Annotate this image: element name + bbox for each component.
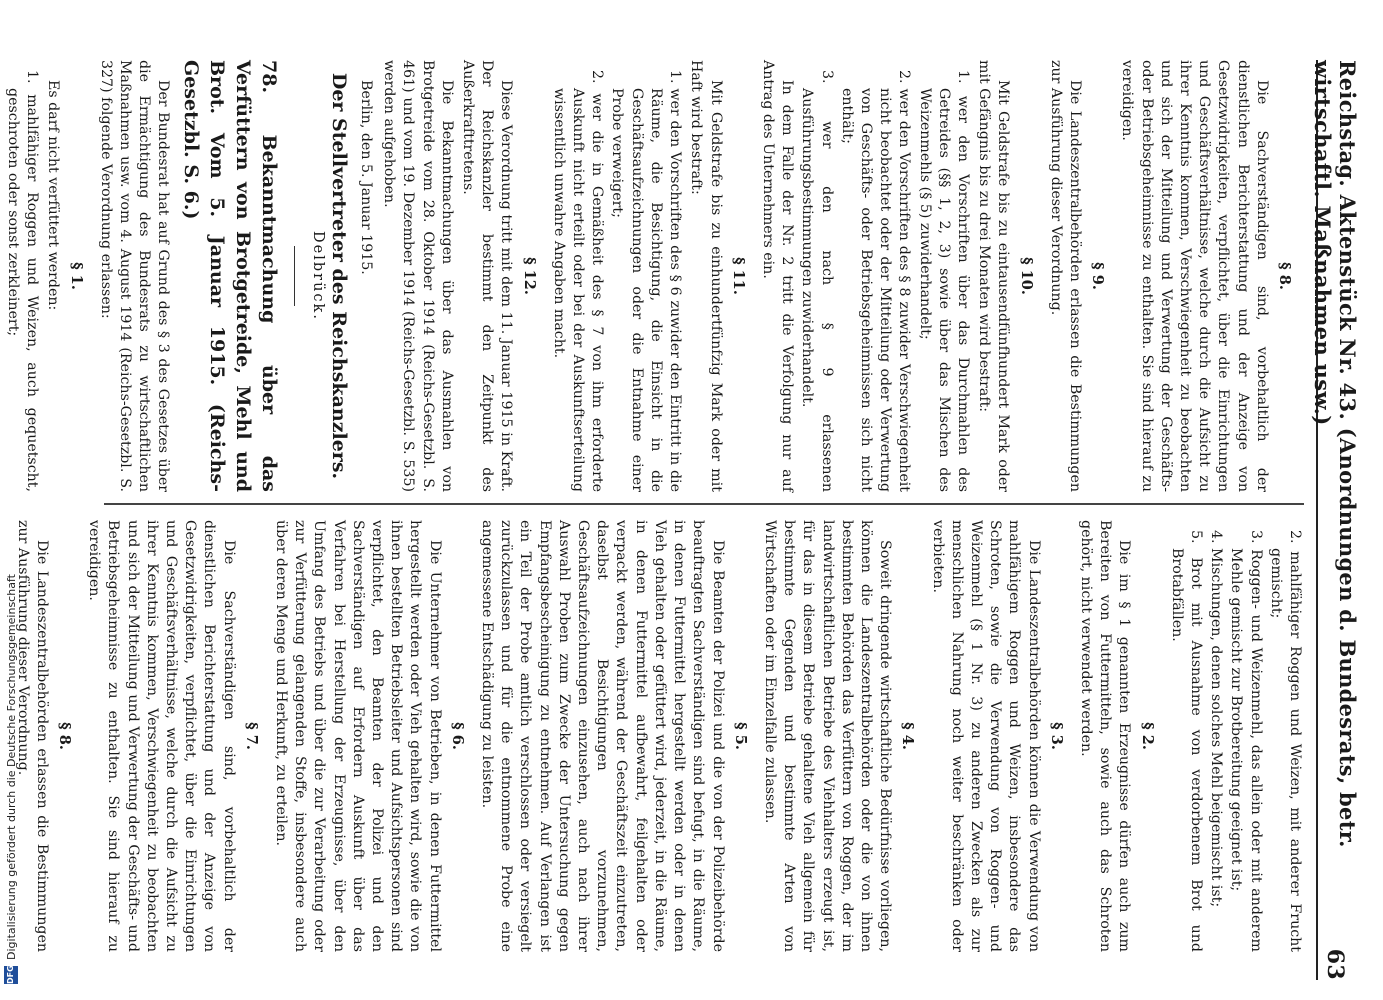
section-text: Die Beamten der Polizei und die von der Polizeibehörde beauftragten Sachverständigen sind befugt, in die Räume, in denen Futtermittel hergestellt werden oder in denen Vieh gehalten oder gefüttert wird, jederzeit, in die Räume, in denen Futtermittel aufbewahrt, feilgehalten oder verpackt werden, während der Geschäftszeit einzutreten, daselbst Besichtigungen vorzunehmen, Geschäftsaufzeichnungen einzusehen, auch nach ihrer Auswahl Proben zum Zwecke der Untersuchung gegen Empfangsbescheinigung zu entnehmen. Auf Verlangen ist ein Teil der Probe amtlich verschlossen oder versiegelt zurückzulassen und für die entnommene Probe eine angemessene Entschädigung zu leisten. <box>479 520 726 952</box>
page-header <box>1310 60 1360 980</box>
page-number: 63 <box>1322 948 1348 980</box>
divider <box>294 246 295 306</box>
signature-name: Delbrück. <box>309 231 326 321</box>
section-heading: § 4. <box>899 722 917 750</box>
section-text: Die Unternehmer von Betrieben, in denen Futtermittel hergestellt werden oder Vieh gehalten wird, sowie die von ihnen bestellten Betriebsleiter und Aufsichtspersonen sind verpflichtet, den Beamten der Polizei und den Sachverständigen auf Erfordern Auskunft über das Verfahren bei Herstellung der Erzeugnisse, über den Umfang des Betriebs und über die zur Verarbeitung oder zur Verfütterung gelangenden Stoffe, insbesondere auch über deren Menge und Herkunft, zu erteilen. <box>273 520 443 952</box>
list-item: 3. Roggen- und Weizenmehl, das allein oder mit anderem Mehle gemischt zur Brotbereitung geeignet ist; <box>1228 530 1264 952</box>
section-heading: § 6. <box>448 722 466 750</box>
section-heading: § 2. <box>1138 722 1156 750</box>
list-item: 2. wer den Vorschriften des § 8 zuwider Verschwiegenheit nicht beobachtet oder der Mitteilung oder Verwertung von Geschäfts- oder Betriebsgeheimnissen sich nicht enthält; <box>838 70 913 492</box>
list-item: 1. wer den Vorschriften über das Durchmahlen des Getreides (§§ 1, 2, 3) sowie über das Mischen des Weizenmehls (§ 5) zuwiderhandelt; <box>916 70 971 492</box>
digitization-notice-text: Digitalisierung gefördert durch die Deutsche Forschungsgemeinschaft <box>4 574 18 960</box>
section-text: In dem Falle der Nr. 2 tritt die Verfolgung nur auf Antrag des Unternehmers ein. <box>759 60 796 492</box>
signature-title: Der Stellvertreter des Reichskanzlers. <box>327 72 350 480</box>
section-text: Die im § 1 genannten Erzeugnisse dürfen auch zum Bereiten von Futtermitteln, sowie auch das Schroten gehört, nicht verwendet werden. <box>1077 520 1133 952</box>
section-heading: § 3. <box>1047 722 1065 750</box>
section-text: Mit Geldstrafe bis zu eintausendfünfhundert Mark oder mit Gefängnis bis zu drei Monaten wird bestraft: <box>976 60 1012 492</box>
section-text: Soweit dringende wirtschaftliche Bedürfnisse vorliegen, können die Landeszentralbehörden oder die von ihnen bestimmten Behörden das Verfüttern von Roggen, der im landwirtschaftlichen Betriebe des Viehhalters erzeugt ist, für das in diesem Betriebe gehaltene Vieh allgemein für bestimmte Gegenden und bestimmte Arten von Wirtschaften oder im Einzelfalle zulassen. <box>761 520 894 952</box>
list-item: 2. mahlfähiger Roggen und Weizen, mit anderer Frucht gemischt; <box>1267 530 1303 952</box>
section-text: Die Bekanntmachungen über das Ausmahlen von Brotgetreide vom 28. Oktober 1914 (Reichs-Gesetzbl. S. 461) und vom 19. Dezember 1914 (Reichs-Gesetzbl. S. 535) werden aufgehoben. <box>381 60 455 492</box>
section-text: Die Landeszentralbehörden können die Verwendung von mahlfähigem Roggen und Weizen, insbesondere das Schroten, sowie die Verwendung von Roggen- und Weizenmehl (§ 1 Nr. 3) zu anderen Zwecken als zur menschlichen Nahrung noch weiter beschränken oder verbieten. <box>929 520 1042 952</box>
section-text: Diese Verordnung tritt mit dem 11. Januar 1915 in Kraft. Der Reichskanzler bestimmt den Zeitpunkt des Außerkrafttretens. <box>460 60 515 492</box>
section-text: Mit Geldstrafe bis zu einhundertfünfzig Mark oder mit Haft wird bestraft: <box>688 60 724 492</box>
header-title: Reichstag. Aktenstück Nr. 43. (Anordnungen d. Bundesrats, betr. wirtschaftl. Maßnahmen usw.) <box>1310 60 1360 848</box>
section-heading: § 10. <box>1017 257 1035 295</box>
list-item: 4. Mischungen, denen solches Mehl beigemischt ist; <box>1208 530 1225 908</box>
digitization-notice <box>2 0 20 1000</box>
section-heading: § 9. <box>1089 262 1107 290</box>
section-text: Die Sachverständigen sind, vorbehaltlich der dienstlichen Berichterstattung und der Anzeige von Gesetzwidrigkeiten, verpflichtet, über die Einrichtungen und Geschäftsverhältnisse, welche durch die Aufsicht zu ihrer Kenntnis kommen, Verschwiegenheit zu beobachten und sich der Mitteilung und Verwertung der Geschäfts- oder Betriebsgeheimnisse zu enthalten. Sie sind hierauf zu vereidigen. <box>1119 60 1270 492</box>
dfg-logo: DFG <box>4 966 18 984</box>
list-item: 5. Brot mit Ausnahme von verdorbenem Brot und Brotabfällen. <box>1168 530 1204 952</box>
section-heading: § 11. <box>729 257 747 295</box>
place-date: Berlin, den 5. Januar 1915. <box>358 80 375 275</box>
list-item: 2. wer die in Gemäßheit des § 7 von ihm erforderte Auskunft nicht erteilt oder bei der Auskunftserteilung wissentlich unwahre Angaben macht. <box>550 70 606 492</box>
announcement-title: 78. Bekanntmachung über das Verfüttern von Brotgetreide, Mehl und Brot. Vom 5. Januar 1915. (Reichs-Gesetzbl. S. 6.) <box>180 60 281 492</box>
left-column <box>5 60 1304 492</box>
section-heading: § 1. <box>67 262 85 290</box>
section-text: Es darf nicht verfüttert werden: <box>45 80 62 311</box>
section-text: Die Landeszentralbehörden erlassen die Bestimmungen zur Ausführung dieser Verordnung. <box>14 520 50 952</box>
right-column <box>14 520 1304 952</box>
list-item: 1. wer den Vorschriften des § 6 zuwider den Eintritt in die Räume, die Besichtigung, die Einsicht in die Geschäftsaufzeichnungen oder die Entnahme einer Probe verweigert; <box>609 70 684 492</box>
section-heading: § 8. <box>1276 262 1293 290</box>
section-text: Die Sachverständigen sind, vorbehaltlich der dienstlichen Berichterstattung und der Anzeige von Gesetzwidrigkeiten, verpflichtet, über die Einrichtungen und Geschäftsverhältnisse, welche durch die Aufsicht zu ihrer Kenntnis kommen, Verschwiegenheit zu beobachten und sich der Mitteilung und Verwertung der Geschäfts- und Betriebsgeheimnisse zu enthalten. Sie sind hierauf zu vereidigen. <box>86 520 237 952</box>
section-heading: § 8. <box>56 722 74 750</box>
list-item: 1. mahlfähiger Roggen und Weizen, auch gequetscht, geschroten oder sonst zerkleinert; <box>5 70 41 492</box>
section-heading: § 12. <box>520 257 538 295</box>
section-text: Der Bundesrat hat auf Grund des § 3 des Gesetzes über die Ermächtigung des Bundesrats zu wirtschaftlichen Maßnahmen usw. vom 4. August 1914 (Reichs-Gesetzbl. S. 327) folgende Verordnung erlassen: <box>97 60 172 492</box>
section-text: Die Landeszentralbehörden erlassen die Bestimmungen zur Ausführung dieser Verordnung. <box>1047 60 1083 492</box>
column-divider <box>104 503 1304 505</box>
section-heading: § 5. <box>731 722 749 750</box>
section-heading: § 7. <box>242 722 260 750</box>
list-item: 3. wer den nach § 9 erlassenen Ausführungsbestimmungen zuwiderhandelt. <box>799 70 835 492</box>
